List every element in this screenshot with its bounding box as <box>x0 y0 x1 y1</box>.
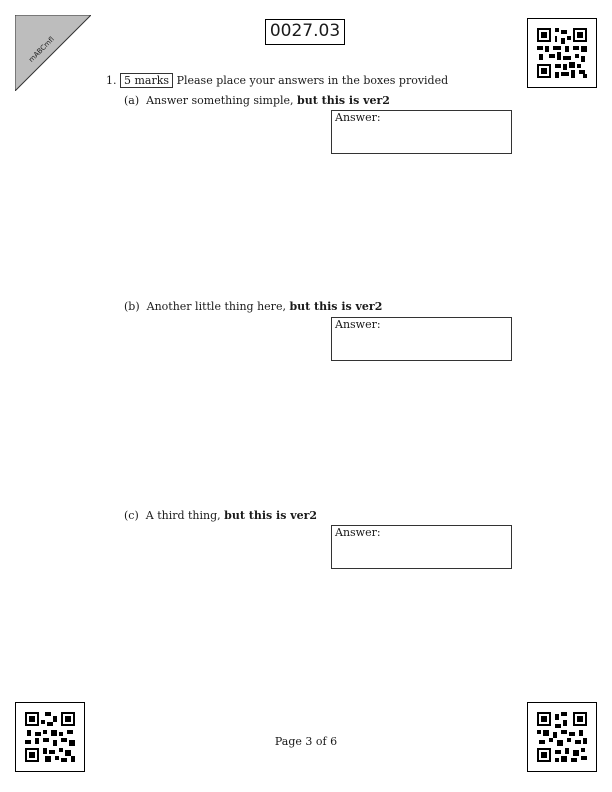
question-instruction: Please place your answers in the boxes provided <box>176 74 449 87</box>
sub-question-text: Another little thing here, <box>146 300 290 313</box>
question-number: 1. <box>106 74 117 87</box>
answer-label: Answer: <box>335 318 381 331</box>
sub-question-label: (c) <box>124 509 139 522</box>
corner-stamp <box>15 15 91 91</box>
sub-question-text: Answer something simple, <box>146 94 298 107</box>
marks-badge: 5 marks <box>120 73 173 88</box>
sub-question-label: (b) <box>124 300 140 313</box>
page-number: Page 3 of 6 <box>274 735 338 748</box>
answer-box-a[interactable] <box>331 110 512 154</box>
paper-code: 0027.03 <box>265 19 345 45</box>
sub-question-bold: but this is ver2 <box>289 300 383 313</box>
sub-question-label: (a) <box>124 94 140 107</box>
answer-box-c[interactable] <box>331 525 512 569</box>
corner-label: mABCmfl <box>27 35 56 64</box>
answer-label: Answer: <box>335 111 381 124</box>
sub-question-c <box>124 509 317 523</box>
answer-box-b[interactable] <box>331 317 512 361</box>
question-header <box>106 73 448 88</box>
sub-question-bold: but this is ver2 <box>297 94 390 107</box>
sub-question-bold: but this is ver2 <box>224 509 318 522</box>
qr-code-icon <box>527 18 597 88</box>
sub-question-a <box>124 94 390 108</box>
answer-label: Answer: <box>335 526 381 539</box>
sub-question-text: A third thing, <box>145 509 225 522</box>
sub-question-b <box>124 300 382 314</box>
